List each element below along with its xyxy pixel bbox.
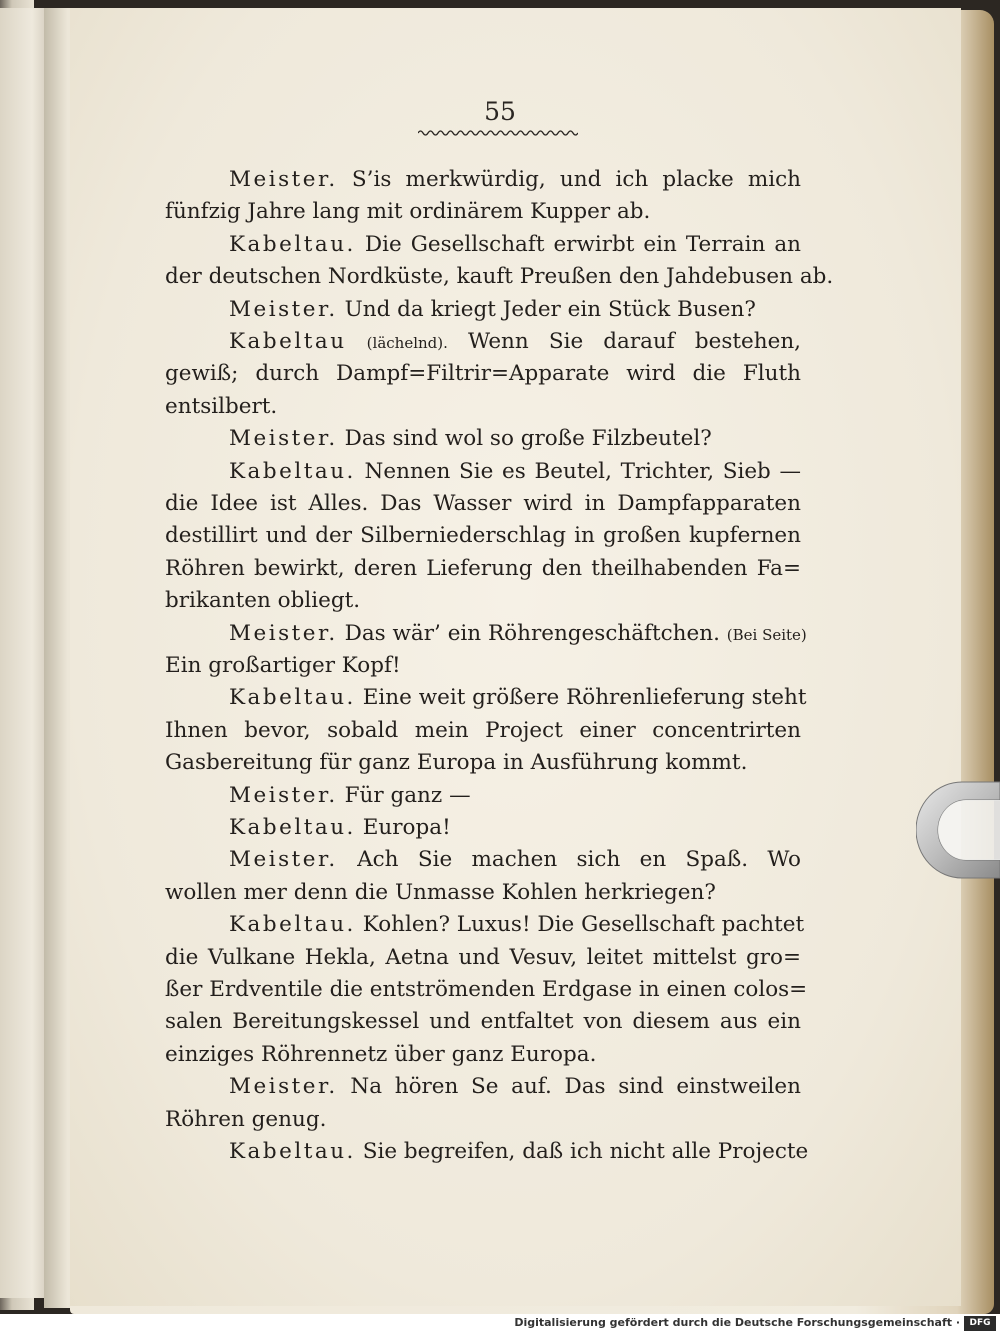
text-line xyxy=(165,1006,801,1038)
text-line xyxy=(165,1104,801,1136)
footer-bar xyxy=(0,1314,1000,1334)
text-line xyxy=(229,229,801,261)
line-text: Die Gesellschaft erwirbt ein Terrain an xyxy=(355,231,801,257)
text-line xyxy=(165,747,801,779)
speaker-name: Kabeltau. xyxy=(229,1139,356,1164)
text-line xyxy=(229,909,805,941)
speaker-name: Kabeltau. xyxy=(229,231,356,257)
text-line xyxy=(165,715,801,747)
speaker-name: Meister. xyxy=(229,782,338,808)
text-line xyxy=(229,1136,809,1168)
line-text: Wenn Sie darauf bestehen, xyxy=(447,329,801,354)
speaker-name: Kabeltau. xyxy=(229,912,356,938)
line-text: Ihnen bevor, sobald mein Project einer concentrirten xyxy=(165,717,801,743)
text-line xyxy=(165,942,801,974)
line-text: Röhren genug. xyxy=(165,1106,327,1132)
line-text: Kohlen? Luxus! Die Gesellschaft pachtet xyxy=(355,912,805,938)
text-line xyxy=(229,423,801,455)
text-line xyxy=(165,974,808,1006)
text-line xyxy=(165,488,801,520)
speaker-name: Meister. xyxy=(229,296,338,322)
speaker-name: Meister. xyxy=(229,1074,338,1100)
line-text: Gasbereitung für ganz Europa in Ausführung kommt. xyxy=(165,750,748,776)
text-line xyxy=(229,618,807,650)
line-text: Na hören Se auf. Das sind einstweilen xyxy=(337,1074,801,1100)
text-line xyxy=(229,326,801,358)
line-text: Nennen Sie es Beutel, Trichter, Sieb — xyxy=(355,458,801,484)
line-text: S’is merkwürdig, und ich placke mich xyxy=(337,167,801,192)
line-text: der deutschen Nordküste, kauft Preußen den Jahdebusen ab. xyxy=(165,264,834,290)
text-line xyxy=(165,391,801,423)
line-text: einziges Röhrennetz über ganz Europa. xyxy=(165,1041,597,1067)
line-text: fünfzig Jahre lang mit ordinärem Kupper ab. xyxy=(165,199,651,225)
line-text: die Vulkane Hekla, Aetna und Vesuv, leitet mittelst gro= xyxy=(165,944,801,970)
footer-credit: Digitalisierung gefördert durch die Deutsche Forschungsgemeinschaft · xyxy=(514,1316,960,1329)
line-text: Ach Sie machen sich en Spaß. Wo xyxy=(337,847,801,873)
line-text: brikanten obliegt. xyxy=(165,588,361,614)
line-text: Und da kriegt Jeder ein Stück Busen? xyxy=(337,296,756,322)
wavy-rule xyxy=(418,128,578,138)
stage-direction: (lächelnd). xyxy=(366,334,448,352)
line-text: wollen mer denn die Unmasse Kohlen herkriegen? xyxy=(165,879,716,905)
line-text: Für ganz — xyxy=(337,782,471,808)
dfg-logo: DFG xyxy=(964,1316,996,1331)
text-line xyxy=(165,520,801,552)
line-text: Eine weit größere Röhrenlieferung steht xyxy=(355,685,807,711)
text-line xyxy=(165,1039,801,1071)
line-text: Das wär’ ein Röhrengeschäftchen. xyxy=(337,620,727,646)
text-line xyxy=(165,650,801,682)
speaker-name: Kabeltau. xyxy=(229,685,356,711)
text-line xyxy=(165,553,801,585)
line-text: Sie begreifen, daß ich nicht alle Projecte xyxy=(355,1139,809,1164)
speaker-name: Meister. xyxy=(229,620,338,646)
text-line xyxy=(229,1071,801,1103)
line-text: Europa! xyxy=(355,815,451,840)
speaker-name: Kabeltau. xyxy=(229,815,356,840)
text-line xyxy=(165,261,834,293)
text-line xyxy=(165,358,801,390)
line-text: Das sind wol so große Filzbeutel? xyxy=(337,426,712,452)
text-line xyxy=(165,877,801,909)
line-text: gewiß; durch Dampf=Filtrir=Apparate wird die Fluth xyxy=(165,361,801,387)
facing-page-edge xyxy=(0,8,47,1298)
line-text: ßer Erdventile die entströmenden Erdgase in einen colos= xyxy=(165,977,808,1002)
line-text xyxy=(347,329,367,354)
page-gutter-shadow xyxy=(44,8,70,1308)
speaker-name: Kabeltau. xyxy=(229,458,356,484)
page-number: 55 xyxy=(484,97,516,126)
text-line xyxy=(229,780,801,812)
text-line xyxy=(229,164,801,196)
text-line xyxy=(229,812,801,844)
paper-clip xyxy=(916,778,1000,884)
text-line xyxy=(165,585,801,617)
line-text: Ein großartiger Kopf! xyxy=(165,653,401,678)
line-text: salen Bereitungskessel und entfaltet von diesem aus ein xyxy=(165,1009,801,1035)
speaker-name: Meister. xyxy=(229,426,338,452)
line-text: destillirt und der Silberniederschlag in großen kupfernen xyxy=(165,523,801,549)
speaker-name: Kabeltau xyxy=(229,329,347,354)
text-line xyxy=(229,844,801,876)
line-text: entsilbert. xyxy=(165,393,278,419)
text-line xyxy=(229,682,807,714)
speaker-name: Meister. xyxy=(229,167,338,192)
text-line xyxy=(229,456,801,488)
text-line xyxy=(165,196,801,228)
line-text: Röhren bewirkt, deren Lieferung den theilhabenden Fa= xyxy=(165,555,801,581)
stage-direction: (Bei Seite) xyxy=(726,625,807,644)
text-line xyxy=(229,294,801,326)
speaker-name: Meister. xyxy=(229,847,338,873)
line-text: die Idee ist Alles. Das Wasser wird in Dampfapparaten xyxy=(165,491,801,516)
